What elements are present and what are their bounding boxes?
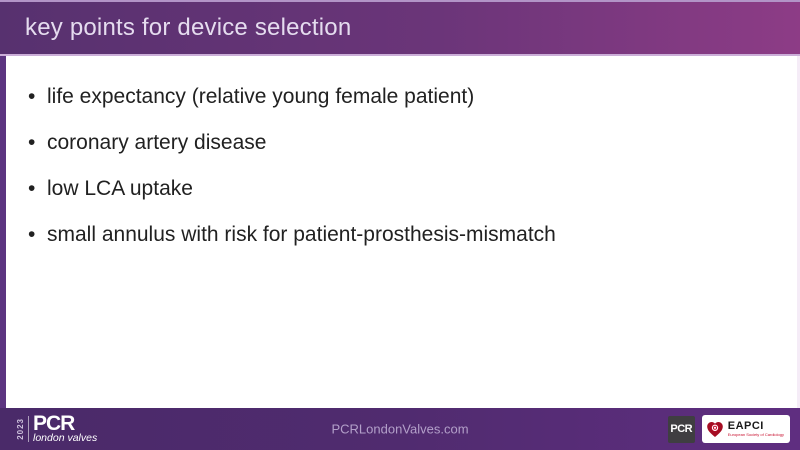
logo-text-block	[33, 411, 98, 444]
bullet-item: • life expectancy (relative young female patient)	[28, 82, 797, 112]
website-text: PCRLondonValves.com	[331, 421, 469, 437]
slide-footer	[0, 408, 800, 450]
slide-title: key points for device selection	[25, 14, 352, 41]
eapci-text-block	[728, 421, 784, 437]
heart-icon	[706, 421, 724, 438]
footer-badges	[668, 415, 790, 443]
slide-body	[6, 56, 797, 266]
bullet-list	[28, 82, 797, 250]
bullet-item: • small annulus with risk for patient-prosthesis-mismatch	[28, 220, 797, 250]
pcr-badge: PCR	[668, 416, 695, 443]
logo-year-label: 2023	[16, 418, 25, 440]
eapci-badge	[702, 415, 790, 443]
pcr-logo-text: PCR	[33, 411, 75, 435]
bullet-item: • coronary artery disease	[28, 128, 797, 158]
logo-separator	[28, 416, 29, 442]
eapci-name: EAPCI	[727, 420, 764, 432]
bullet-item: • low LCA uptake	[28, 174, 797, 204]
slide-header	[0, 0, 800, 56]
pcr-london-valves-logo	[16, 411, 98, 444]
london-valves-logo-text: london valves	[33, 431, 98, 444]
eapci-tagline: European Society of Cardiology	[727, 432, 784, 437]
